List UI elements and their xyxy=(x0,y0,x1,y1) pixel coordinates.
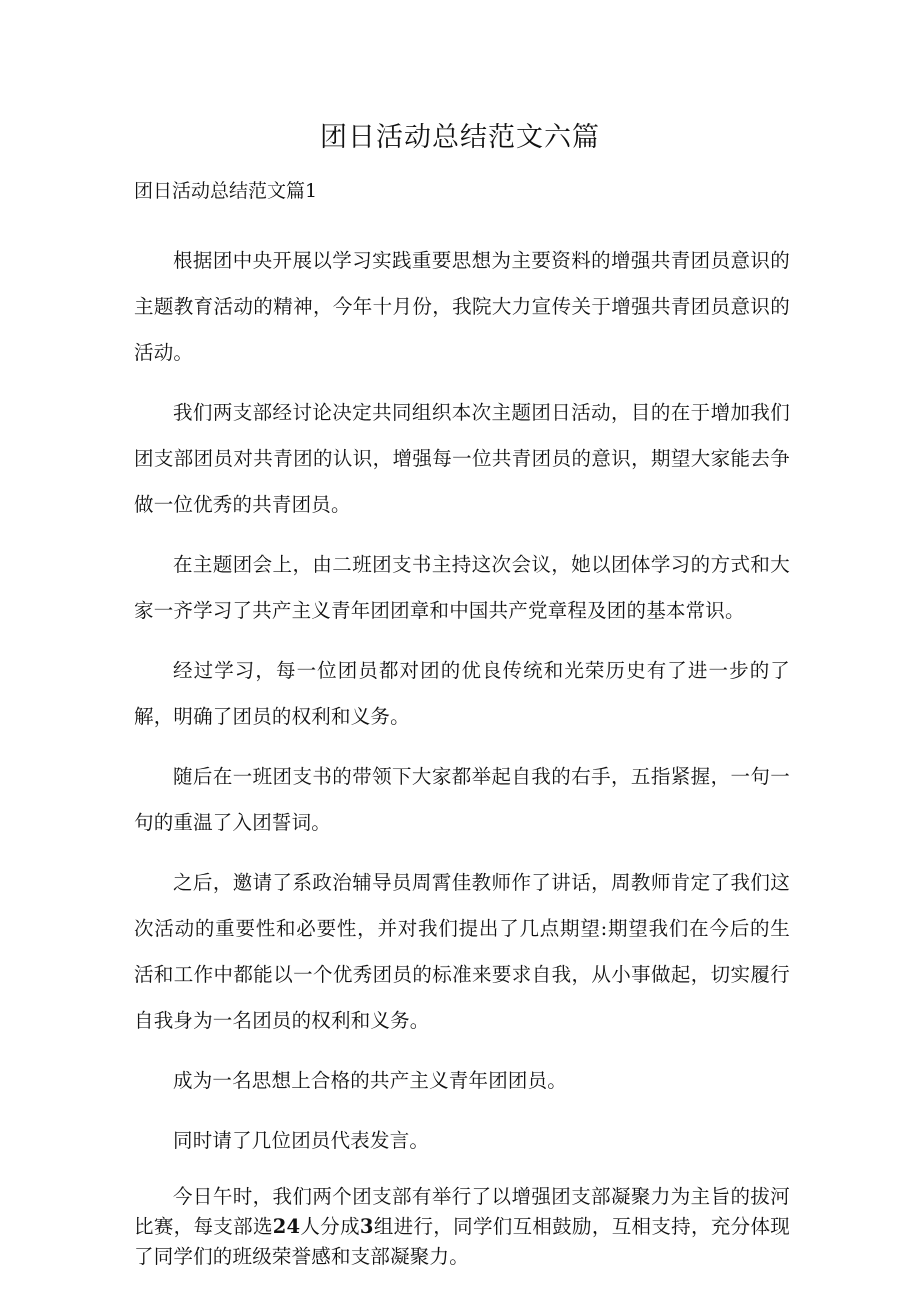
paragraph-text: 人分成 xyxy=(300,1215,360,1238)
paragraph: 之后，邀请了系政治辅导员周霄佳教师作了讲话，周教师肯定了我们这次活动的重要性和必要性，并对我们提出了几点期望:期望我们在今后的生活和工作中都能以一个优秀团员的标准来要求自我，从小事做起，切实履行自我身为一名团员的权利和义务。 xyxy=(134,871,790,1032)
paragraph: 根据团中央开展以学习实践重要思想为主要资料的增强共青团员意识的主题教育活动的精神，今年十月份，我院大力宣传关于增强共青团员意识的活动。 xyxy=(134,249,790,364)
paragraph: 随后在一班团支书的带领下大家都举起自我的右手，五指紧握，一句一句的重温了入团誓词。 xyxy=(134,765,790,834)
paragraph-last xyxy=(134,1182,790,1272)
paragraph-text: 组进行，同学们互相鼓励，互相支持，充分体现了同学们的班级荣誉感和支部凝聚力。 xyxy=(134,1215,790,1268)
paragraph-text: 今日午时，我们两个团支部有举行了以增强团支部凝聚力为主旨的拔河比赛，每支部选 xyxy=(134,1185,790,1238)
section-heading: 团日活动总结范文篇1 xyxy=(134,180,318,202)
paragraph: 在主题团会上，由二班团支书主持这次会议，她以团体学习的方式和大家一齐学习了共产主义青年团团章和中国共产党章程及团的基本常识。 xyxy=(134,553,790,622)
group-count: 3 xyxy=(359,1215,374,1238)
paragraph: 成为一名思想上合格的共产主义青年团团员。 xyxy=(173,1069,568,1092)
document-title: 团日活动总结范文六篇 xyxy=(320,122,600,153)
participant-count: 24 xyxy=(272,1215,301,1238)
paragraph: 经过学习，每一位团员都对团的优良传统和光荣历史有了进一步的了解，明确了团员的权利和义务。 xyxy=(134,659,790,728)
paragraph: 同时请了几位团员代表发言。 xyxy=(173,1129,430,1152)
paragraph: 我们两支部经讨论决定共同组织本次主题团日活动，目的在于增加我们团支部团员对共青团的认识，增强每一位共青团员的意识，期望大家能去争做一位优秀的共青团员。 xyxy=(134,401,790,516)
document-body xyxy=(134,238,790,1286)
